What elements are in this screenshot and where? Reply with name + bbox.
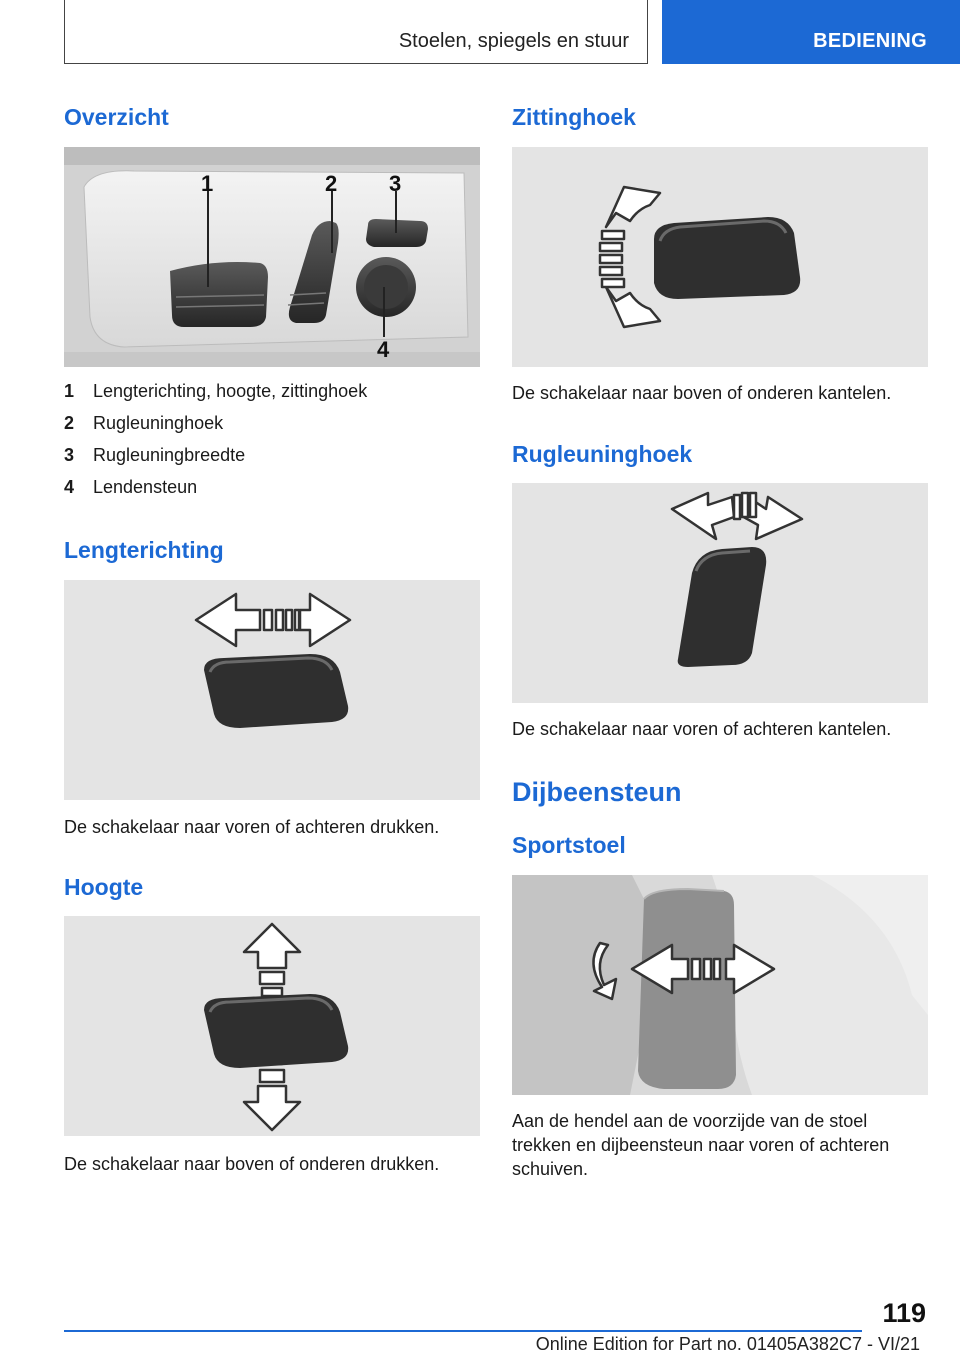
heading-rugleuninghoek: Rugleuninghoek xyxy=(512,441,693,467)
figure-switch-up-down xyxy=(64,916,480,1136)
list-item-number: 1 xyxy=(64,381,75,401)
header-chapter-title: BEDIENING xyxy=(813,30,927,52)
callout-4: 4 xyxy=(377,337,390,362)
paragraph-lengterichting: De schakelaar naar voren of achteren drukken. xyxy=(64,817,440,837)
list-item-number: 4 xyxy=(64,477,75,497)
list-item-number: 3 xyxy=(64,445,75,465)
list-item xyxy=(64,413,480,437)
figure-thigh-support xyxy=(512,875,928,1095)
figure-seat-controls-overview xyxy=(64,147,480,367)
figure-switch-tilt-backrest xyxy=(512,483,928,703)
subheading-sportstoel: Sportstoel xyxy=(512,832,626,858)
paragraph-rugleuninghoek: De schakelaar naar voren of achteren kantelen. xyxy=(512,719,892,739)
list-item-text: Rugleuningbreedte xyxy=(93,445,246,465)
header-section-title: Stoelen, spiegels en stuur xyxy=(398,30,629,52)
paragraph-hoogte: De schakelaar naar boven of onderen drukken. xyxy=(64,1154,440,1174)
heading-lengterichting: Lengterichting xyxy=(64,537,224,563)
header-section-box xyxy=(64,0,648,64)
list-item xyxy=(64,381,480,405)
list-item-text: Lengterichting, hoogte, zittinghoek xyxy=(93,381,368,401)
footer-edition: Online Edition for Part no. 01405A382C7 - VI/21 xyxy=(535,1334,920,1354)
paragraph-dijbeensteun: Aan de hendel aan de voorzijde van de stoel trekken en dijbeensteun naar voren of achteren schuiven. xyxy=(512,1111,890,1179)
heading-zittinghoek: Zittinghoek xyxy=(512,104,636,130)
paragraph-zittinghoek: De schakelaar naar boven of onderen kantelen. xyxy=(512,383,892,403)
heading-dijbeensteun: Dijbeensteun xyxy=(512,777,682,807)
figure-switch-forward-back xyxy=(64,580,480,800)
footer-divider xyxy=(64,1330,862,1332)
header-chapter-tab xyxy=(662,0,960,64)
heading-overzicht: Overzicht xyxy=(64,104,169,130)
heading-hoogte: Hoogte xyxy=(64,874,144,900)
figure-switch-tilt-seat xyxy=(512,147,928,367)
list-item xyxy=(64,477,480,501)
list-item-number: 2 xyxy=(64,413,75,433)
callout-1: 1 xyxy=(201,171,214,196)
page-number: 119 xyxy=(882,1298,926,1328)
callout-2: 2 xyxy=(325,171,338,196)
list-item xyxy=(64,445,480,469)
list-item-text: Lendensteun xyxy=(93,477,198,497)
list-item-text: Rugleuninghoek xyxy=(93,413,224,433)
callout-3: 3 xyxy=(389,171,402,196)
